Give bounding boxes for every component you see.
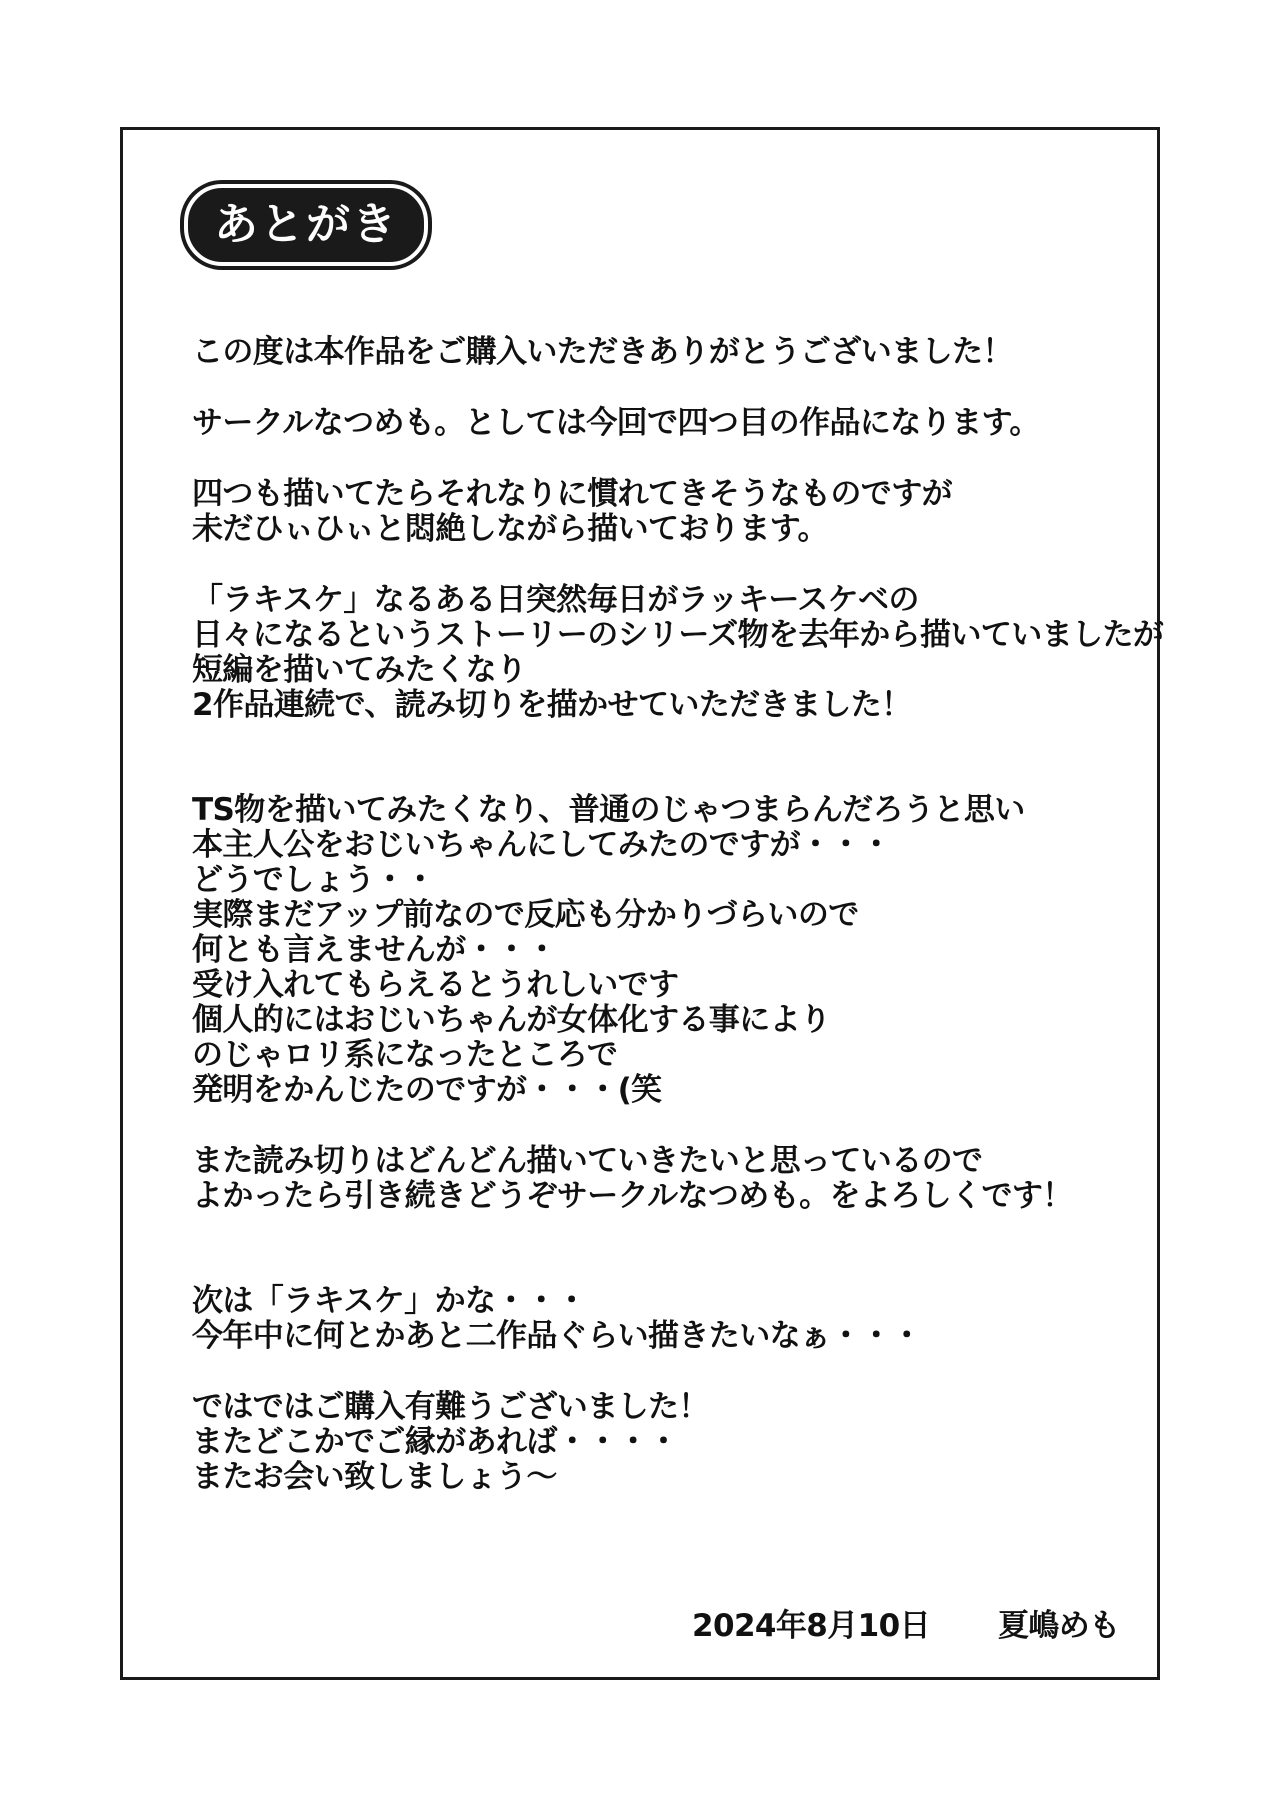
text-line: 次は「ラキスケ」かな・・・ <box>192 1283 587 1319</box>
paragraph-series <box>192 582 1164 723</box>
text-line: どうでしょう・・ <box>192 862 436 898</box>
text-line: 受け入れてもらえるとうれしいです <box>192 967 679 1003</box>
afterword-title: あとがき <box>188 188 424 262</box>
text-line: 未だひぃひぃと悶絶しながら描いております。 <box>192 511 828 547</box>
text-line: 実際まだアップ前なので反応も分かりづらいので <box>192 897 859 933</box>
signature-date: 2024年8月10日 <box>692 1608 930 1644</box>
text-line: 本主人公をおじいちゃんにしてみたのですが・・・ <box>192 827 892 863</box>
paragraph-next <box>192 1284 1132 1354</box>
paragraph-struggle <box>192 477 1132 547</box>
text-line: 何とも言えませんが・・・ <box>192 932 557 968</box>
text-line: サークルなつめも。としては今回で四つ目の作品になります。 <box>192 405 1040 441</box>
paragraph-thanks <box>192 335 1132 370</box>
paragraph-ts <box>192 793 1132 1108</box>
text-line: よかったら引き続きどうぞサークルなつめも。をよろしくです！ <box>192 1178 1073 1214</box>
text-line: 四つも描いてたらそれなりに慣れてきそうなものですが <box>192 476 952 512</box>
text-line: 2作品連続で、読み切りを描かせていただきました！ <box>192 687 912 723</box>
text-line: TS物を描いてみたくなり、普通のじゃつまらんだろうと思い <box>192 792 1025 828</box>
text-line: 発明をかんじたのですが・・・(笑 <box>192 1072 662 1108</box>
paragraph-oneshots <box>192 1144 1132 1214</box>
text-line: 今年中に何とかあと二作品ぐらい描きたいなぁ・・・ <box>192 1318 922 1354</box>
paragraph-farewell <box>192 1390 1132 1495</box>
text-line: 日々になるというストーリーのシリーズ物を去年から描いていましたが <box>192 617 1164 653</box>
text-line: またどこかでご縁があれば・・・・ <box>192 1424 679 1460</box>
text-line: 個人的にはおじいちゃんが女体化する事により <box>192 1002 831 1038</box>
text-line: また読み切りはどんどん描いていきたいと思っているので <box>192 1143 983 1179</box>
afterword-body <box>192 334 1164 1531</box>
signature <box>692 1600 1120 1645</box>
text-line: またお会い致しましょう～ <box>192 1459 557 1495</box>
text-line: 「ラキスケ」なるある日突然毎日がラッキースケベの <box>192 582 919 618</box>
text-line: 短編を描いてみたくなり <box>192 652 527 688</box>
text-line: ではではご購入有難うございました！ <box>192 1389 709 1425</box>
text-line: のじゃロリ系になったところで <box>192 1037 618 1073</box>
signature-author: 夏嶋めも <box>998 1608 1120 1644</box>
paragraph-circle <box>192 406 1132 441</box>
text-line: この度は本作品をご購入いただきありがとうございました！ <box>192 334 1013 370</box>
